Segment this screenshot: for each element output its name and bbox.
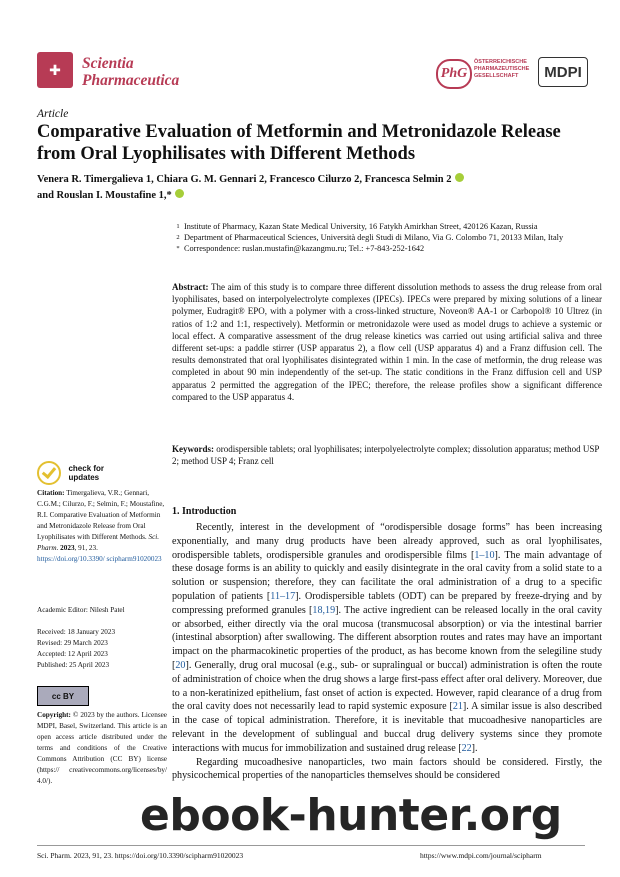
affiliation: 1 Institute of Pharmacy, Kazan State Medical University, 16 Fatykh Amirkhan Street, 420126 Kazan, Russia — [176, 222, 538, 231]
watermark: ebook-hunter.org — [140, 790, 562, 841]
pho-logo-text: ÖSTERREICHISCHE PHARMAZEUTISCHE GESELLSCHAFT — [474, 59, 530, 79]
citation-link[interactable]: 21 — [452, 701, 463, 713]
author-line-1: Venera R. Timergalieva 1, Chiara G. M. Gennari 2, Francesco Cilurzo 2, Francesca Selmin 2 — [37, 172, 597, 188]
orcid-icon[interactable] — [455, 173, 464, 182]
correspondence: * Correspondence: ruslan.mustafin@kazangmu.ru; Tel.: +7-843-252-1642 — [176, 244, 425, 253]
journal-logo-icon: ✚ — [37, 52, 73, 88]
citation-link[interactable]: 18,19 — [312, 604, 336, 616]
citation-link[interactable]: 22 — [461, 742, 472, 754]
citation-doi-link[interactable]: https://doi.org/10.3390/ scipharm91020023 — [37, 555, 162, 563]
citation-link[interactable]: 1–10 — [474, 549, 495, 561]
paragraph: Regarding mucoadhesive nanoparticles, two main factors should be considered. Firstly, the physicochemical properties of the nanoparticles themselves should be considered — [172, 756, 602, 782]
section-heading: 1. Introduction — [172, 506, 237, 517]
keywords: Keywords: orodispersible tablets; oral lyophilisates; interpolyelectrolyte complex; dissolution apparatus; method USP 2; method USP 4; Franz cell — [172, 444, 600, 467]
footer-citation: Sci. Pharm. 2023, 91, 23. https://doi.org/10.3390/scipharm91020023 — [37, 851, 244, 860]
abstract: Abstract: The aim of this study is to compare three different dissolution methods to assess the drug release from oral lyophilisates, based on interpolyelectrolyte complexes (IPECs). IPECs were prepared by mixing solutions of a linear polymer, Eudragit® EPO, with a polymer with a cross-linked structure, Noveon® AA-1 or Carbopol® 10 Ultrez (in ratios of 1:2 and 1:1, respectively). Metformin or metronidazole were used as model drugs to achieve a systemic or local effect. A comparative assessment of the drug release kinetics was carried out using artificial saliva and three different set-ups: a paddle stirrer (USP apparatus 2), a flow cell (USP apparatus 4) and a Franz diffusion cell. The results demonstrated that oral lyophilisates disintegrated within 1 min. In the case of metformin, the drug release was completed in about 90 min independently of the set-up. The static conditions in the Franz diffusion cell and USP apparatus 2 permitted the aggregation of the IPEC; therefore, the release profiles show a significant difference compared to the USP apparatus 4. — [172, 282, 602, 402]
paper-title: Comparative Evaluation of Metformin and Metronidazole Release from Oral Lyophilisates with Different Methods — [37, 122, 561, 164]
check-icon — [37, 461, 61, 485]
affiliation: 2 Department of Pharmaceutical Sciences, Università degli Studi di Milano, Via G. Colombo 71, 20133 Milan, Italy — [176, 233, 564, 242]
author-line-2: and Rouslan I. Moustafine 1,* — [37, 188, 597, 204]
body-text — [172, 521, 602, 783]
check-for-updates-button[interactable]: check for updates — [37, 461, 104, 485]
orcid-icon[interactable] — [175, 189, 184, 198]
citation-link[interactable]: 20 — [175, 659, 186, 671]
footer-journal-link[interactable]: https://www.mdpi.com/journal/scipharm — [420, 851, 542, 860]
pho-logo-icon: PhG — [436, 59, 472, 89]
mdpi-logo: MDPI — [538, 57, 588, 87]
cc-by-license-icon[interactable]: cc BY — [37, 686, 89, 706]
footer-divider — [37, 845, 585, 846]
academic-editor: Academic Editor: Nilesh Patel — [37, 606, 125, 614]
citation-link[interactable]: 11–17 — [270, 590, 296, 602]
paragraph: Recently, interest in the development of “orodispersible dosage forms” has been increasing exponentially, and many drug products have been already approved, such as oral lyophilisates, orodispersible tablets, orodispersible granules and orodispersible films [1–10]. The main advantage of these dosage forms is an ability to quickly and easily disintegrate in the oral cavity from a solid state to a solution or suspension; therefore, they can facilitate the oral administration of a drug to a specific population of patients [11–17]. Orodispersible tablets (ODT) can be prepared by freeze-drying and by compressing preformed granules [18,19]. The active ingredient can be released locally in the oral cavity or absorbed, either directly via the oral mucosa (transmucosal absorption) or via the intestinal barrier (intestinal absorption) after swallowing. The different absorption routes and rates may have an important impact on the pharmacokinetic properties of the product, as has become known from the selegiline study [20]. Generally, drug oral mucosal (e.g., sub- or supralingual or buccal) administration is often the route of administration of choice when the drug shows a large first-pass effect after oral delivery. Moreover, due to a non-keratinized epithelium, fast onset of action is expected. However, rapid clearance of a drug from the oral cavity does not necessarily lead to rapid systemic exposure [21]. A similar issue is also described in the case of topical administration. Therefore, it is inevitable that mucoadhesive nanoparticles are relevant in the development of sublingual and buccal drug delivery systems since they promote interactions with mucus for immobilization and sustained drug release [22]. — [172, 522, 602, 754]
article-type: Article — [37, 108, 69, 120]
citation-block: Citation: Timergalieva, V.R.; Gennari, C.G.M.; Cilurzo, F.; Selmin, F.; Moustafine, R.I. Comparative Evaluation of Metformin and Metronidazole Release from Oral Lyophilisates with Different Methods. Sci. Pharm. 2023, 91, 23. https://doi.org/10.3390/ scipharm91020023 — [37, 489, 165, 563]
copyright: Copyright: © 2023 by the authors. Licensee MDPI, Basel, Switzerland. This article is an open access article distributed under the terms and conditions of the Creative Commons Attribution (CC BY) license (https:// creativecommons.org/licenses/by/ 4.0/). — [37, 711, 167, 785]
dates: Received: 18 January 2023 Revised: 29 March 2023 Accepted: 12 April 2023 Published: 25 April 2023 — [37, 628, 116, 669]
affiliations — [172, 221, 602, 254]
author-list — [37, 172, 597, 203]
journal-name: Scientia Pharmaceutica — [82, 55, 180, 89]
